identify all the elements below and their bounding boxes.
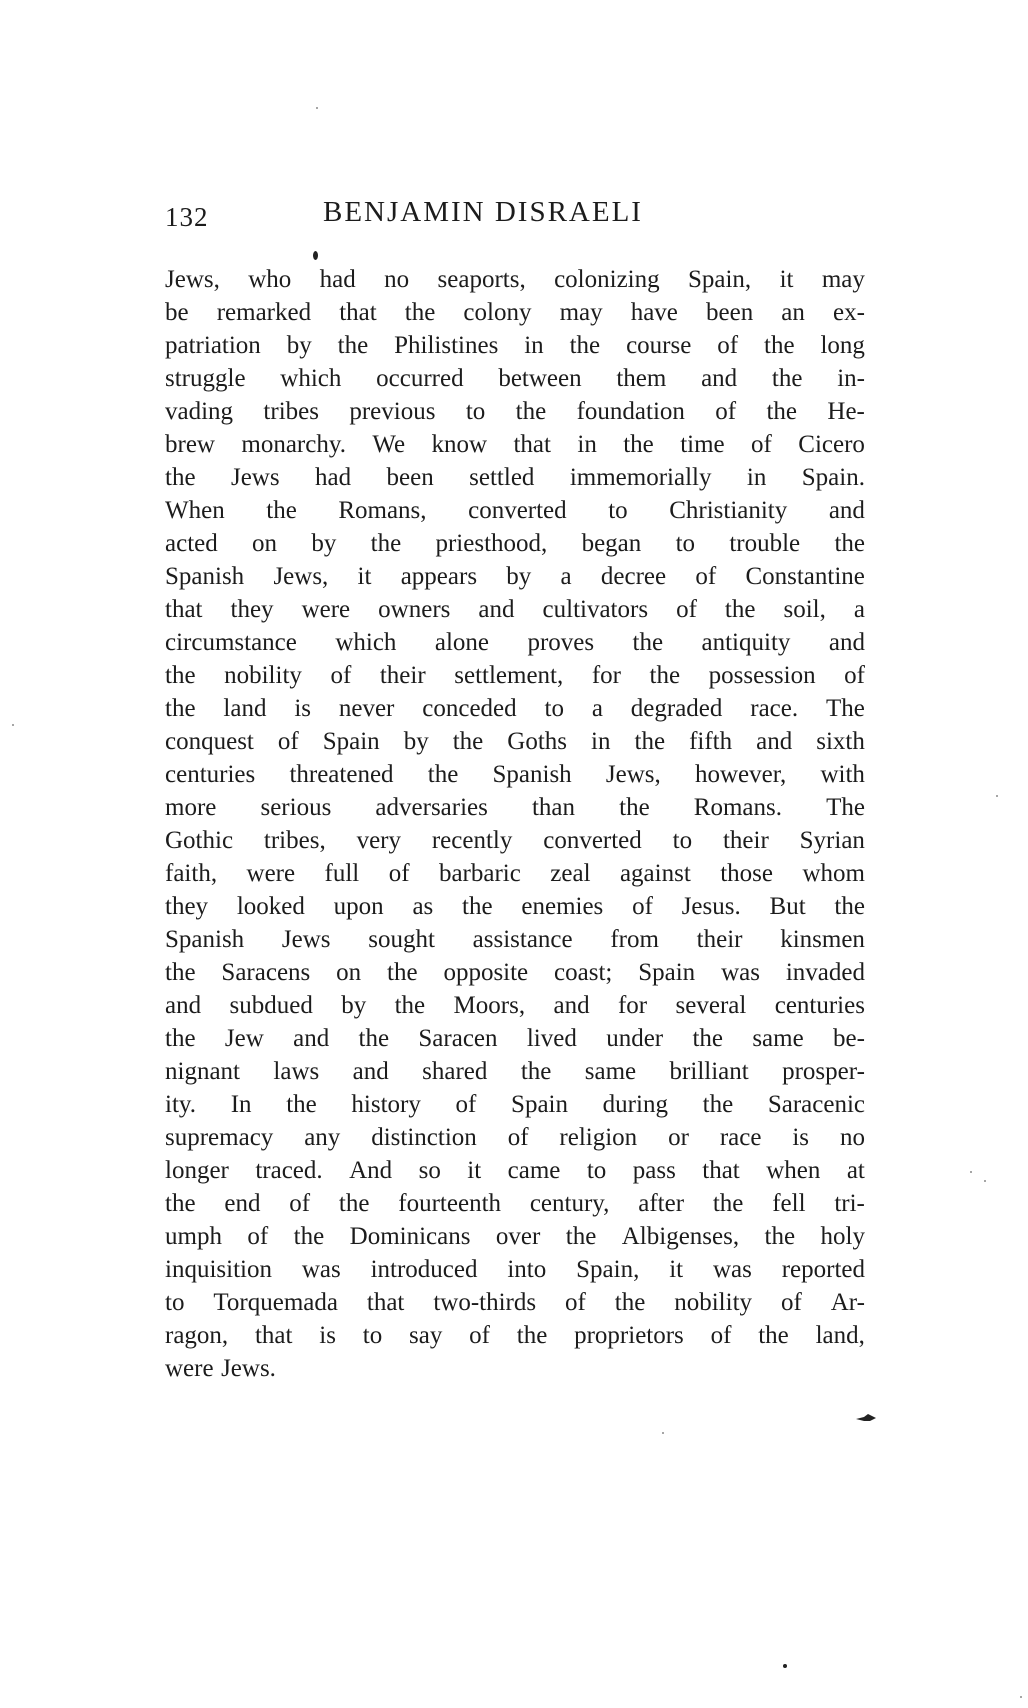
text-line: Jews, who had no seaports, colonizing Spain, it may	[165, 266, 865, 293]
text-line: supremacy any distinction of religion or race is no	[165, 1124, 865, 1151]
text-line: conquest of Spain by the Goths in the fifth and sixth	[165, 728, 865, 755]
book-title: BENJAMIN DISRAELI	[323, 196, 643, 228]
print-speck	[783, 1664, 787, 1668]
text-line: longer traced. And so it came to pass that when at	[165, 1157, 865, 1184]
text-line: ragon, that is to say of the proprietors of the land,	[165, 1322, 865, 1349]
running-head	[165, 196, 865, 240]
text-line: struggle which occurred between them and the in-	[165, 365, 865, 392]
text-line: the Jews had been settled immemorially in Spain.	[165, 464, 865, 491]
text-line: the nobility of their settlement, for the possession of	[165, 662, 865, 689]
text-line: they looked upon as the enemies of Jesus. But the	[165, 893, 865, 920]
print-speck	[662, 1432, 664, 1434]
text-line: more serious adversaries than the Romans. The	[165, 794, 865, 821]
page-number: 132	[165, 202, 209, 232]
ink-pointer-mark	[856, 1414, 876, 1424]
text-line: brew monarchy. We know that in the time of Cicero	[165, 431, 865, 458]
text-line: nignant laws and shared the same brilliant prosper-	[165, 1058, 865, 1085]
text-line: Spanish Jews, it appears by a decree of Constantine	[165, 563, 865, 590]
text-line: centuries threatened the Spanish Jews, however, with	[165, 761, 865, 788]
text-line: Gothic tribes, very recently converted to their Syrian	[165, 827, 865, 854]
body-text	[165, 263, 865, 1385]
text-line: the Jew and the Saracen lived under the same be-	[165, 1025, 865, 1052]
text-line: Spanish Jews sought assistance from their kinsmen	[165, 926, 865, 953]
print-speck	[996, 795, 998, 797]
text-line: When the Romans, converted to Christianity and	[165, 497, 865, 524]
ink-blot-mark	[313, 251, 318, 260]
text-line: circumstance which alone proves the antiquity and	[165, 629, 865, 656]
text-line: the land is never conceded to a degraded race. The	[165, 695, 865, 722]
text-line: ity. In the history of Spain during the Saracenic	[165, 1091, 865, 1118]
text-line: the Saracens on the opposite coast; Spain was invaded	[165, 959, 865, 986]
text-line: that they were owners and cultivators of the soil, a	[165, 596, 865, 623]
print-speck	[970, 1171, 972, 1173]
text-line: acted on by the priesthood, began to trouble the	[165, 530, 865, 557]
text-line: be remarked that the colony may have been an ex-	[165, 299, 865, 326]
text-line: the end of the fourteenth century, after the fell tri-	[165, 1190, 865, 1217]
text-line: were Jews.	[165, 1355, 276, 1382]
text-line: faith, were full of barbaric zeal against those whom	[165, 860, 865, 887]
text-line: patriation by the Philistines in the course of the long	[165, 332, 865, 359]
text-line: inquisition was introduced into Spain, it was reported	[165, 1256, 865, 1283]
text-line: umph of the Dominicans over the Albigenses, the holy	[165, 1223, 865, 1250]
print-speck	[1020, 1696, 1022, 1698]
text-line: and subdued by the Moors, and for several centuries	[165, 992, 865, 1019]
print-speck	[12, 724, 14, 726]
text-line: to Torquemada that two-thirds of the nobility of Ar-	[165, 1289, 865, 1316]
print-speck	[316, 107, 318, 109]
print-speck	[984, 1180, 986, 1182]
text-line: vading tribes previous to the foundation of the He-	[165, 398, 865, 425]
